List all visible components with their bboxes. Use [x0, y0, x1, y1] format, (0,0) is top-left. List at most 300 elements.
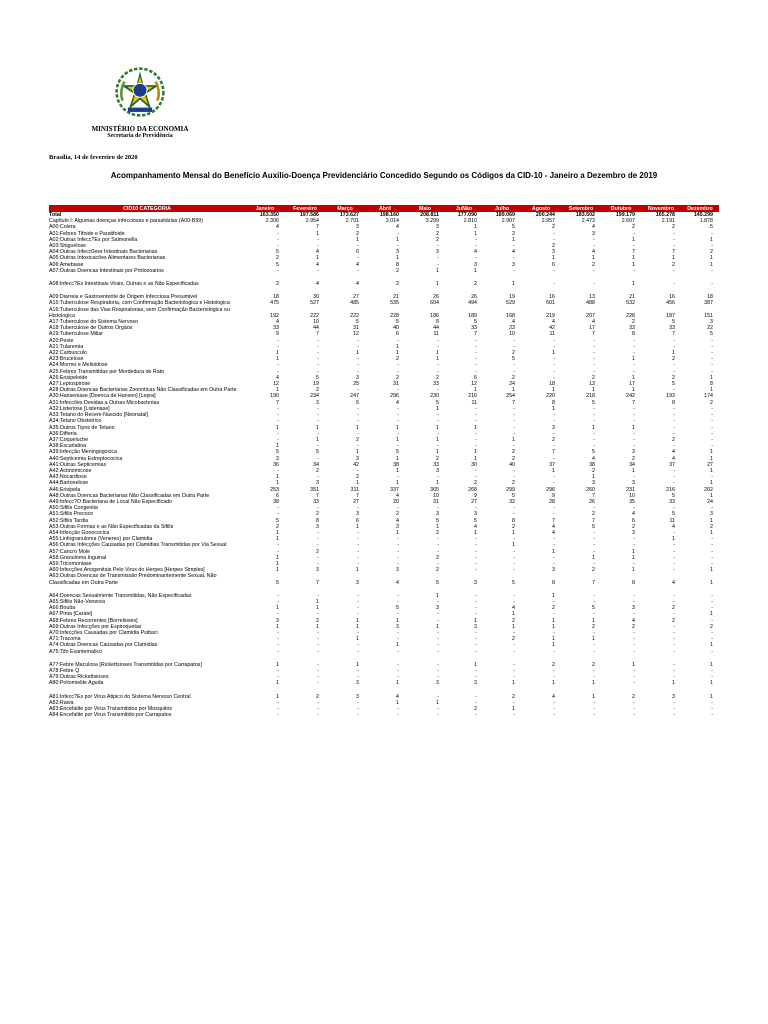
cell-value: - [673, 598, 675, 605]
cell-value: - [317, 243, 319, 250]
cell-value: 230 [430, 393, 439, 400]
cell-value: 1 [436, 480, 439, 487]
cell-value: - [357, 418, 359, 425]
row-label: A04:Outras Infecc0ess Intestinais Bacterianas [49, 249, 158, 256]
cell-value: - [711, 706, 713, 713]
cell-value: 1 [512, 706, 515, 713]
cell-value: - [475, 592, 477, 599]
cell-value: 37 [669, 461, 675, 468]
cell-value: 3 [474, 579, 477, 586]
cell-value: - [553, 699, 555, 706]
cell-value: 1 [396, 680, 399, 687]
cell-value: 1 [436, 449, 439, 456]
cell-value: - [673, 636, 675, 643]
cell-value: - [513, 424, 515, 431]
row-label: A53:Outras Formas e as Não Especificadas da Sifilis [49, 523, 174, 530]
cell-value: - [317, 636, 319, 643]
cell-value: - [673, 699, 675, 706]
cid10-table [49, 205, 719, 718]
cell-value: 189.069 [495, 212, 515, 218]
cell-value: - [711, 560, 713, 567]
cell-value: - [513, 505, 515, 512]
cell-value: - [633, 592, 635, 599]
cell-value [365, 687, 405, 694]
cell-value [285, 687, 325, 694]
cell-value: 1 [552, 548, 555, 555]
cell-value: - [475, 443, 477, 450]
cell-value: 1 [592, 693, 595, 700]
cell-value: 2 [592, 467, 595, 474]
cell-value: 5 [276, 517, 279, 524]
row-label: A78:Febre Q [49, 668, 80, 675]
cell-value: 4 [592, 249, 595, 256]
cell-value: 3 [436, 511, 439, 518]
cell-value: 4 [276, 224, 279, 231]
cell-value: - [475, 567, 477, 574]
cell-value: - [357, 605, 359, 612]
cell-value: - [593, 674, 595, 681]
row-label: A64:Doencas Sexualmente Transmitidas, Não Especificadas [49, 592, 192, 599]
column-header: Agosto [521, 205, 561, 212]
cell-value: - [711, 699, 713, 706]
cell-value: 3 [316, 480, 319, 487]
cell-value: - [437, 412, 439, 419]
cell-value: - [673, 430, 675, 437]
cell-value: 3 [436, 605, 439, 612]
cell-value: - [475, 343, 477, 350]
cell-value: 296 [546, 486, 555, 493]
row-label: A06:Amebiase [49, 261, 84, 268]
cell-value: 33 [669, 498, 675, 505]
cell-value: 1 [512, 281, 515, 288]
cell-value: 5 [276, 261, 279, 268]
cell-value: - [593, 648, 595, 655]
row-label: A42:Actinomicose [49, 467, 92, 474]
cell-value: - [397, 387, 399, 394]
cell-value: 25 [353, 381, 359, 388]
cell-value: 5 [672, 319, 675, 326]
cell-value: 2 [356, 436, 359, 443]
cell-value [325, 586, 365, 593]
cell-value: 2 [672, 436, 675, 443]
cell-value: - [513, 405, 515, 412]
cell-value: 1 [396, 236, 399, 243]
cell-value: 527 [310, 300, 319, 307]
cell-value: 16 [669, 294, 675, 301]
cell-value: - [711, 443, 713, 450]
cell-value: - [711, 598, 713, 605]
cell-value: - [317, 674, 319, 681]
cell-value: 2 [672, 224, 675, 231]
cell-value: 16 [549, 294, 555, 301]
cell-value: - [633, 642, 635, 649]
cell-value: 30 [471, 461, 477, 468]
cell-value: - [673, 424, 675, 431]
cell-value [245, 586, 285, 593]
cell-value: 1 [592, 617, 595, 624]
cell-value: 24 [509, 381, 515, 388]
cell-value: 365 [430, 486, 439, 493]
cell-value: 2 [276, 255, 279, 262]
cell-value: 311 [350, 486, 359, 493]
row-label: A41:Outras Septicemias [49, 461, 107, 468]
cell-value: 145.299 [693, 212, 713, 218]
cell-value: 2 [356, 230, 359, 237]
cell-value: - [673, 243, 675, 250]
cell-value: - [397, 443, 399, 450]
cell-value: - [277, 236, 279, 243]
cell-value: - [513, 362, 515, 369]
cell-value [483, 274, 521, 281]
cell-value: - [513, 467, 515, 474]
cell-value: 2 [552, 436, 555, 443]
cell-value: - [673, 230, 675, 237]
row-label: A55:Linfogranuloma (Venereo) por Clamidia [49, 536, 153, 543]
cell-value [405, 655, 445, 662]
cell-value: 1 [276, 560, 279, 567]
cell-value: 4 [316, 281, 319, 288]
cell-value: 3 [356, 455, 359, 462]
cell-value: 2 [276, 523, 279, 530]
cell-value: 1 [710, 449, 713, 456]
cell-value: - [475, 548, 477, 555]
cell-value [245, 274, 285, 281]
cell-value: 1 [710, 517, 713, 524]
cell-value: 3 [632, 529, 635, 536]
cell-value: - [357, 356, 359, 363]
cell-value: 1 [436, 436, 439, 443]
cell-value: 5 [592, 523, 595, 530]
cell-value: 192 [270, 312, 279, 319]
cell-value: 186 [430, 312, 439, 319]
cell-value: 228 [626, 312, 635, 319]
cell-value: 2 [474, 480, 477, 487]
row-label: A32:Listeriose [Listeriase] [49, 405, 110, 412]
cell-value: 1 [672, 680, 675, 687]
row-label: A18:Tuberculose de Outros Orgãos [49, 325, 133, 332]
cell-value: 5 [396, 449, 399, 456]
cell-value: 2 [592, 623, 595, 630]
cell-value: 3 [356, 224, 359, 231]
cell-value: 1 [396, 529, 399, 536]
cell-value: - [553, 368, 555, 375]
cell-value: - [593, 236, 595, 243]
cell-value: - [437, 443, 439, 450]
cell-value: 1 [710, 236, 713, 243]
cell-value: 3 [592, 230, 595, 237]
cell-value: 3 [396, 567, 399, 574]
cell-value: 1 [474, 424, 477, 431]
row-label: A59:Tricomoniase [49, 560, 92, 567]
cell-value: 387 [704, 300, 713, 307]
cell-value: 33 [433, 381, 439, 388]
cell-value: 3 [356, 374, 359, 381]
cell-value: 222 [350, 312, 359, 319]
cell-value: 1 [316, 255, 319, 262]
cell-value: 33 [629, 325, 635, 332]
cell-value: 33 [433, 461, 439, 468]
cell-value [483, 655, 521, 662]
cell-value: 1 [396, 467, 399, 474]
cell-value: - [633, 536, 635, 543]
cell-value: - [357, 529, 359, 536]
cell-value [521, 287, 561, 294]
cell-value: 4 [396, 492, 399, 499]
cell-value: - [593, 529, 595, 536]
cell-value: - [277, 712, 279, 719]
cell-value: - [673, 443, 675, 450]
cell-value: 2.810 [463, 218, 477, 225]
cell-value: - [593, 505, 595, 512]
cell-value: 28 [549, 498, 555, 505]
cell-value: - [553, 674, 555, 681]
cell-value: 4 [396, 693, 399, 700]
cell-value: 1 [512, 542, 515, 549]
cell-value: - [553, 281, 555, 288]
cell-value: - [277, 230, 279, 237]
row-label: A49:Infecc?O Bacteriana de Local Não Especificado [49, 498, 173, 505]
cell-value: 3 [592, 480, 595, 487]
row-label: A21:Tularemia [49, 343, 84, 350]
cell-value: 4 [396, 517, 399, 524]
cell-value: - [397, 536, 399, 543]
cell-value: 33 [273, 325, 279, 332]
cell-value: 42 [549, 325, 555, 332]
cell-value: - [357, 430, 359, 437]
cell-value: 3 [552, 249, 555, 256]
cell-value: - [277, 243, 279, 250]
cell-value: 4 [356, 261, 359, 268]
cell-value: 183.502 [575, 212, 595, 218]
cell-value: - [317, 236, 319, 243]
cell-value: 1 [512, 623, 515, 630]
cell-value: 1 [632, 387, 635, 394]
cell-value: - [475, 536, 477, 543]
table-row [49, 586, 719, 593]
cell-value: - [475, 430, 477, 437]
cell-value: - [711, 505, 713, 512]
cell-value: 1 [512, 611, 515, 618]
cell-value: 168 [506, 312, 515, 319]
cell-value: - [593, 362, 595, 369]
column-header: Maio [405, 205, 445, 212]
cell-value: - [357, 368, 359, 375]
cell-value: 1 [632, 548, 635, 555]
cell-value [405, 586, 445, 593]
cell-value: - [475, 436, 477, 443]
cell-value: - [475, 611, 477, 618]
cell-value: - [475, 712, 477, 719]
cell-value: 3 [552, 424, 555, 431]
cell-value: - [673, 474, 675, 481]
cell-value: - [633, 430, 635, 437]
cell-value [561, 687, 601, 694]
cell-value: 1 [396, 642, 399, 649]
cell-value: - [673, 661, 675, 668]
cell-value: 2 [316, 617, 319, 624]
cell-value: - [553, 505, 555, 512]
row-label: A60:Infecções Anogenitais Pelo Virus do Herpes [Herpes Simples] [49, 567, 205, 574]
cell-value: - [673, 467, 675, 474]
cell-value: 1 [474, 230, 477, 237]
cell-value: - [437, 243, 439, 250]
cell-value: - [553, 668, 555, 675]
cell-value: 1 [552, 642, 555, 649]
cell-value: 1 [276, 661, 279, 668]
cell-value: - [357, 706, 359, 713]
cell-value: - [397, 611, 399, 618]
cell-value: - [711, 281, 713, 288]
cell-value: 4 [632, 511, 635, 518]
cell-value: 1 [474, 387, 477, 394]
cell-value [245, 655, 285, 662]
table-row [49, 712, 719, 718]
cell-value: 5 [276, 449, 279, 456]
table-row [49, 573, 719, 585]
cell-value: 11 [433, 331, 439, 338]
cell-value: - [513, 511, 515, 518]
cell-value: 9 [552, 492, 555, 499]
cell-value: 10 [629, 492, 635, 499]
cell-value: - [397, 418, 399, 425]
cell-value: 19 [313, 381, 319, 388]
cell-value: 2 [710, 623, 713, 630]
cell-value: 19 [509, 294, 515, 301]
cell-value: 3.299 [425, 218, 439, 225]
cell-value: 1 [436, 281, 439, 288]
cell-value: - [317, 661, 319, 668]
row-label: A56:Outras Infecções Causadas por Clamidias Transmitidas por Via Sexual [49, 542, 227, 549]
cell-value: - [553, 443, 555, 450]
table-row [49, 655, 719, 662]
cell-value: 5 [592, 605, 595, 612]
cell-value: 1 [632, 661, 635, 668]
cell-value: 3 [276, 617, 279, 624]
cell-value: - [475, 243, 477, 250]
cell-value: 1 [276, 480, 279, 487]
cell-value: - [317, 536, 319, 543]
cell-value: - [553, 542, 555, 549]
cell-value: 4 [552, 693, 555, 700]
table-row [49, 307, 719, 319]
cell-value: 3 [672, 693, 675, 700]
cell-value [245, 287, 285, 294]
cell-value: - [513, 430, 515, 437]
cell-value: - [475, 598, 477, 605]
cell-value: 5 [592, 399, 595, 406]
cell-value: - [593, 343, 595, 350]
cell-value: 1 [552, 255, 555, 262]
cell-value: 4 [276, 374, 279, 381]
cell-value: 8 [396, 261, 399, 268]
cell-value: 3 [474, 261, 477, 268]
cell-value: 7 [592, 517, 595, 524]
cell-value: 3 [710, 511, 713, 518]
cell-value: - [277, 267, 279, 274]
cell-value: 1 [276, 605, 279, 612]
cell-value: - [711, 350, 713, 357]
cell-value: 488 [586, 300, 595, 307]
cell-value: - [475, 542, 477, 549]
cell-value: - [397, 542, 399, 549]
cell-value: - [317, 368, 319, 375]
cell-value: 44 [433, 325, 439, 332]
cell-value: 7 [632, 249, 635, 256]
row-label: A71:Tracoma [49, 636, 81, 643]
cell-value: - [513, 699, 515, 706]
cell-value: 21 [629, 294, 635, 301]
coat-of-arms-icon [114, 66, 166, 118]
cell-value: 7 [552, 517, 555, 524]
cell-value: - [357, 642, 359, 649]
cell-value: - [633, 337, 635, 344]
cell-value: 18 [707, 294, 713, 301]
cell-value: - [357, 598, 359, 605]
cell-value: - [633, 611, 635, 618]
cell-value: 38 [393, 461, 399, 468]
cell-value: - [553, 648, 555, 655]
cell-value: - [437, 630, 439, 636]
cell-value: - [437, 261, 439, 268]
cell-value: 27 [353, 294, 359, 301]
cell-value: - [475, 554, 477, 561]
row-label: A24:Mormo e Melioidose [49, 362, 108, 369]
cell-value: 3 [396, 523, 399, 530]
cell-value: - [633, 368, 635, 375]
cell-value: 5 [710, 331, 713, 338]
cell-value: 1 [710, 255, 713, 262]
cell-value: - [397, 648, 399, 655]
cell-value: - [553, 598, 555, 605]
row-label: A52:Sifilis Tardia [49, 517, 89, 524]
cell-value: - [397, 430, 399, 437]
cell-value: 34 [629, 461, 635, 468]
cell-value: - [397, 598, 399, 605]
cell-value: - [711, 230, 713, 237]
cell-value: 1 [436, 267, 439, 274]
cell-value: - [633, 343, 635, 350]
cell-value: - [711, 554, 713, 561]
cell-value: 5 [592, 449, 595, 456]
cell-value: 2 [436, 455, 439, 462]
cell-value: 2 [316, 511, 319, 518]
document-title: Acompanhamento Mensal do Benefício Auxílio-Doença Previdenciário Concedido Segundo os Códigos da CID-10 - Janeiro a Dezembro de 2019 [110, 171, 658, 180]
cell-value: - [437, 362, 439, 369]
cell-value: 3 [436, 467, 439, 474]
cell-value: - [437, 674, 439, 681]
cell-value: 9 [276, 331, 279, 338]
cell-value: - [593, 443, 595, 450]
cell-value: 5 [512, 579, 515, 586]
cell-value: 1 [316, 436, 319, 443]
cell-value: - [711, 474, 713, 481]
row-label: A25:Febres Transmitidas por Mordedura de Rato [49, 368, 165, 375]
cell-value: 5 [474, 517, 477, 524]
cell-value: - [633, 668, 635, 675]
cell-value: 1 [396, 343, 399, 350]
cell-value: 1 [710, 661, 713, 668]
cell-value: - [397, 668, 399, 675]
cell-value: 4 [632, 617, 635, 624]
cell-value: 8 [552, 579, 555, 586]
cell-value: - [553, 560, 555, 567]
cell-value [325, 655, 365, 662]
cell-value: 31 [433, 498, 439, 505]
cell-value: - [711, 712, 713, 719]
cell-value: 1 [356, 424, 359, 431]
cell-value: - [711, 356, 713, 363]
cell-value: 1 [672, 350, 675, 357]
